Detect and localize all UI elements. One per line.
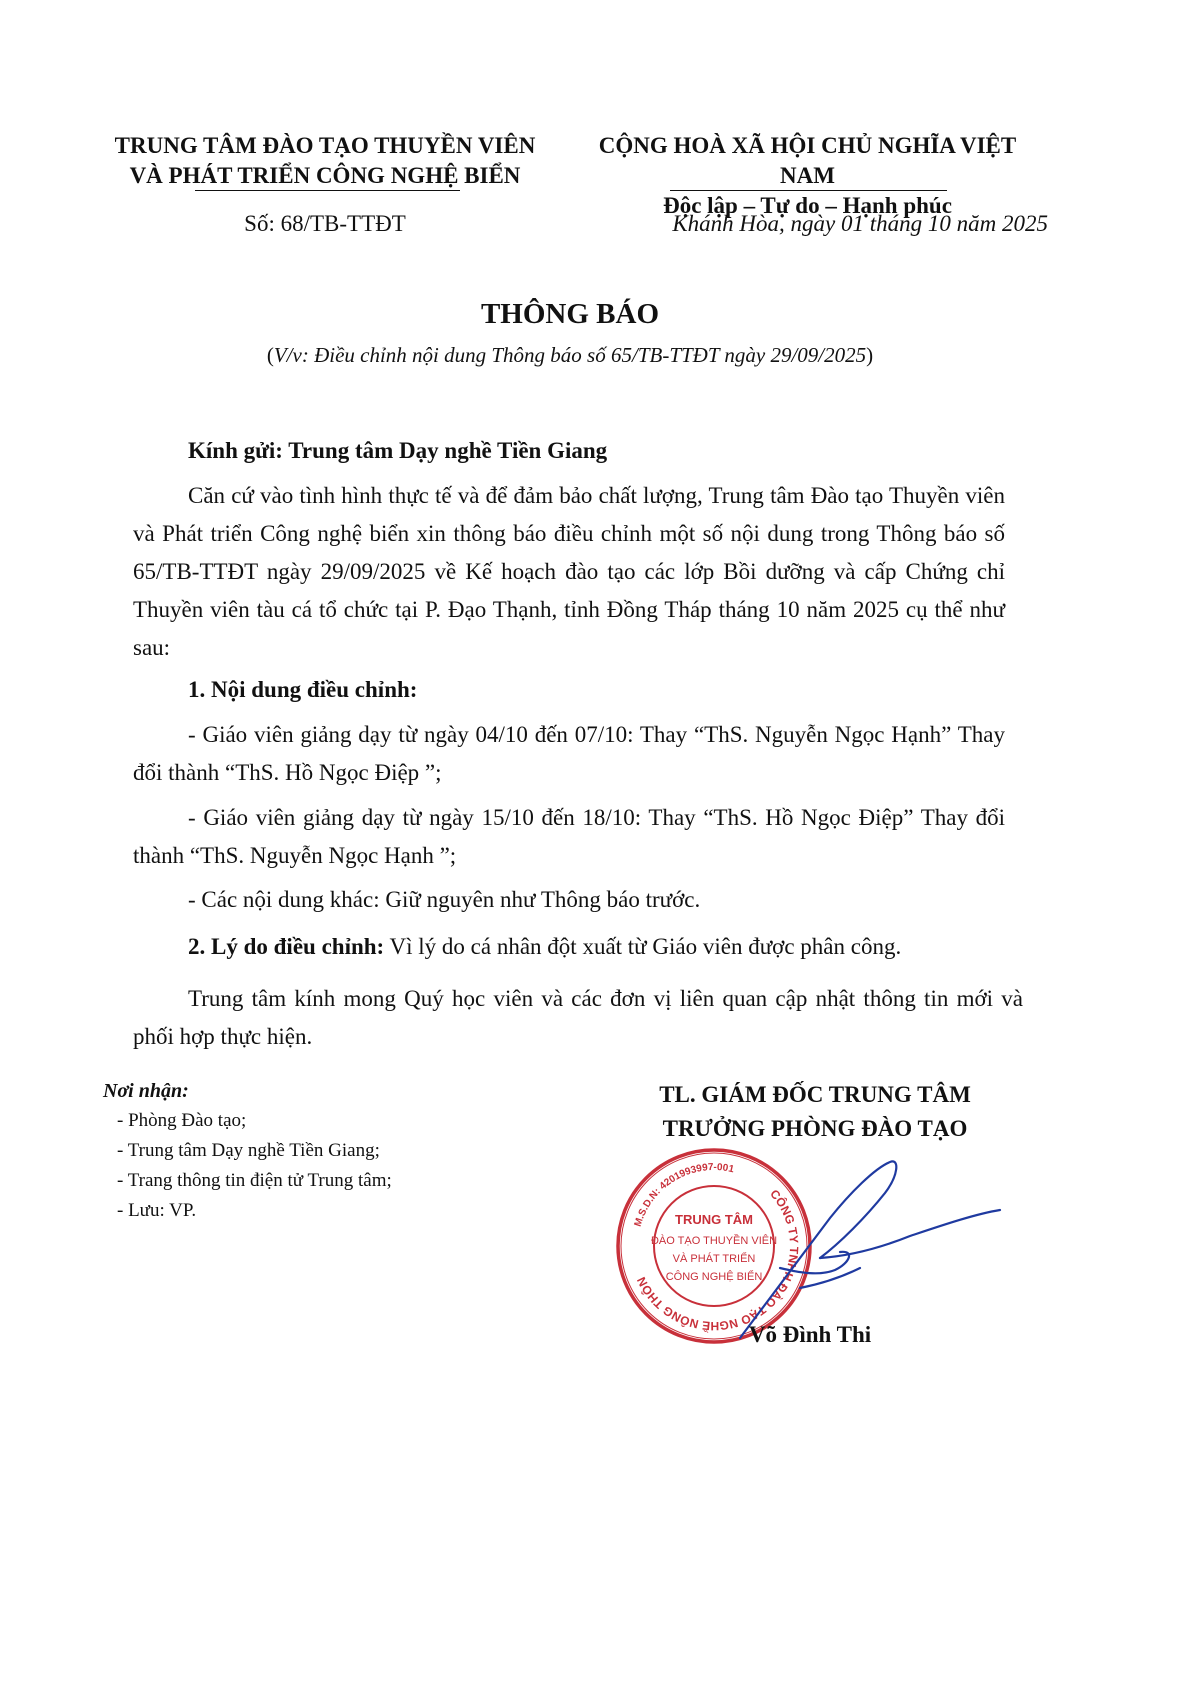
section-2 [188, 928, 1038, 966]
subject-open: ( [266, 343, 274, 367]
svg-text:M.S.D.N: 4201993997-001: M.S.D.N: 4201993997-001 [632, 1161, 735, 1229]
nation-header [570, 131, 1045, 221]
section-2-text: Vì lý do cá nhân đột xuất từ Giáo viên được phân công. [384, 934, 902, 959]
subject-close: ) [866, 343, 874, 367]
svg-text:ĐÀO TẠO THUYỀN VIÊN: ĐÀO TẠO THUYỀN VIÊN [650, 1235, 778, 1247]
signer-name: Võ Đình Thi [748, 1322, 872, 1347]
recipients-item: - Trung tâm Dạy nghề Tiền Giang; [117, 1140, 380, 1161]
organization-underline [195, 190, 460, 191]
place-date: Khánh Hòa, ngày 01 tháng 10 năm 2025 [672, 211, 1048, 236]
signature-title-line-2: TRƯỞNG PHÒNG ĐÀO TẠO [662, 1116, 968, 1141]
organization-name [110, 131, 540, 191]
subject-line [0, 343, 1140, 368]
page-title: THÔNG BÁO [480, 298, 660, 330]
svg-text:CÔNG TY TNHH ĐÀO TẠO NGHỀ NÔNG: CÔNG TY TNHH ĐÀO TẠO NGHỀ NÔNG THÔN [634, 1186, 802, 1334]
signature-title [600, 1078, 1030, 1146]
recipient-line: Kính gửi: Trung tâm Dạy nghề Tiền Giang [188, 438, 608, 463]
intro-paragraph: Căn cứ vào tình hình thực tế và để đảm bảo chất lượng, Trung tâm Đào tạo Thuyền viên và Phát triển Công nghệ biển xin thông báo điều chỉnh một số nội dung trong Thông báo số 65/TB-TTĐT ngày 29/09/2025 về Kế hoạch đào tạo các lớp Bồi dưỡng và cấp Chứng chỉ Thuyền viên tàu cá tổ chức tại P. Đạo Thạnh, tỉnh Đồng Tháp tháng 10 năm 2025 cụ thể như sau: [133, 483, 1005, 660]
change-item-3: - Các nội dung khác: Giữ nguyên như Thông báo trước. [188, 887, 701, 912]
section-1-heading: 1. Nội dung điều chỉnh: [188, 677, 418, 702]
closing-paragraph: Trung tâm kính mong Quý học viên và các đơn vị liên quan cập nhật thông tin mới và phối hợp thực hiện. [133, 986, 1023, 1049]
recipients-block [103, 1076, 523, 1226]
nation-line-1: CỘNG HOÀ XÃ HỘI CHỦ NGHĨA VIỆT NAM [598, 133, 1017, 188]
organization-line-1: TRUNG TÂM ĐÀO TẠO THUYỀN VIÊN [114, 133, 536, 158]
recipients-item: - Trang thông tin điện tử Trung tâm; [117, 1170, 392, 1191]
document-number: Số: 68/TB-TTĐT [244, 211, 406, 236]
signature-title-line-1: TL. GIÁM ĐỐC TRUNG TÂM [659, 1082, 971, 1107]
svg-text:TRUNG TÂM: TRUNG TÂM [675, 1212, 753, 1227]
recipients-item: - Phòng Đào tạo; [117, 1110, 247, 1131]
handwritten-signature [700, 1148, 1060, 1348]
change-item-2: - Giáo viên giảng dạy từ ngày 15/10 đến 18/10: Thay “ThS. Hồ Ngọc Điệp” Thay đổi thành “ThS. Nguyễn Ngọc Hạnh ”; [133, 805, 1005, 868]
nation-motto: Độc lập – Tự do – Hạnh phúc [663, 193, 952, 218]
section-2-heading: 2. Lý do điều chỉnh: [188, 934, 385, 959]
recipients-heading: Nơi nhận: [103, 1080, 189, 1102]
recipients-item: - Lưu: VP. [117, 1200, 197, 1221]
organization-line-2: VÀ PHÁT TRIỂN CÔNG NGHỆ BIỂN [129, 163, 521, 188]
change-item-1: - Giáo viên giảng dạy từ ngày 04/10 đến 07/10: Thay “ThS. Nguyễn Ngọc Hạnh” Thay đổi thành “ThS. Hồ Ngọc Điệp ”; [133, 722, 1005, 785]
motto-underline [670, 190, 947, 191]
svg-text:VÀ PHÁT TRIỂN: VÀ PHÁT TRIỂN [672, 1253, 756, 1265]
subject-text: V/v: Điều chỉnh nội dung Thông báo số 65/TB-TTĐT ngày 29/09/2025 [273, 343, 867, 367]
svg-text:CÔNG NGHỆ BIỂN: CÔNG NGHỆ BIỂN [665, 1271, 763, 1283]
